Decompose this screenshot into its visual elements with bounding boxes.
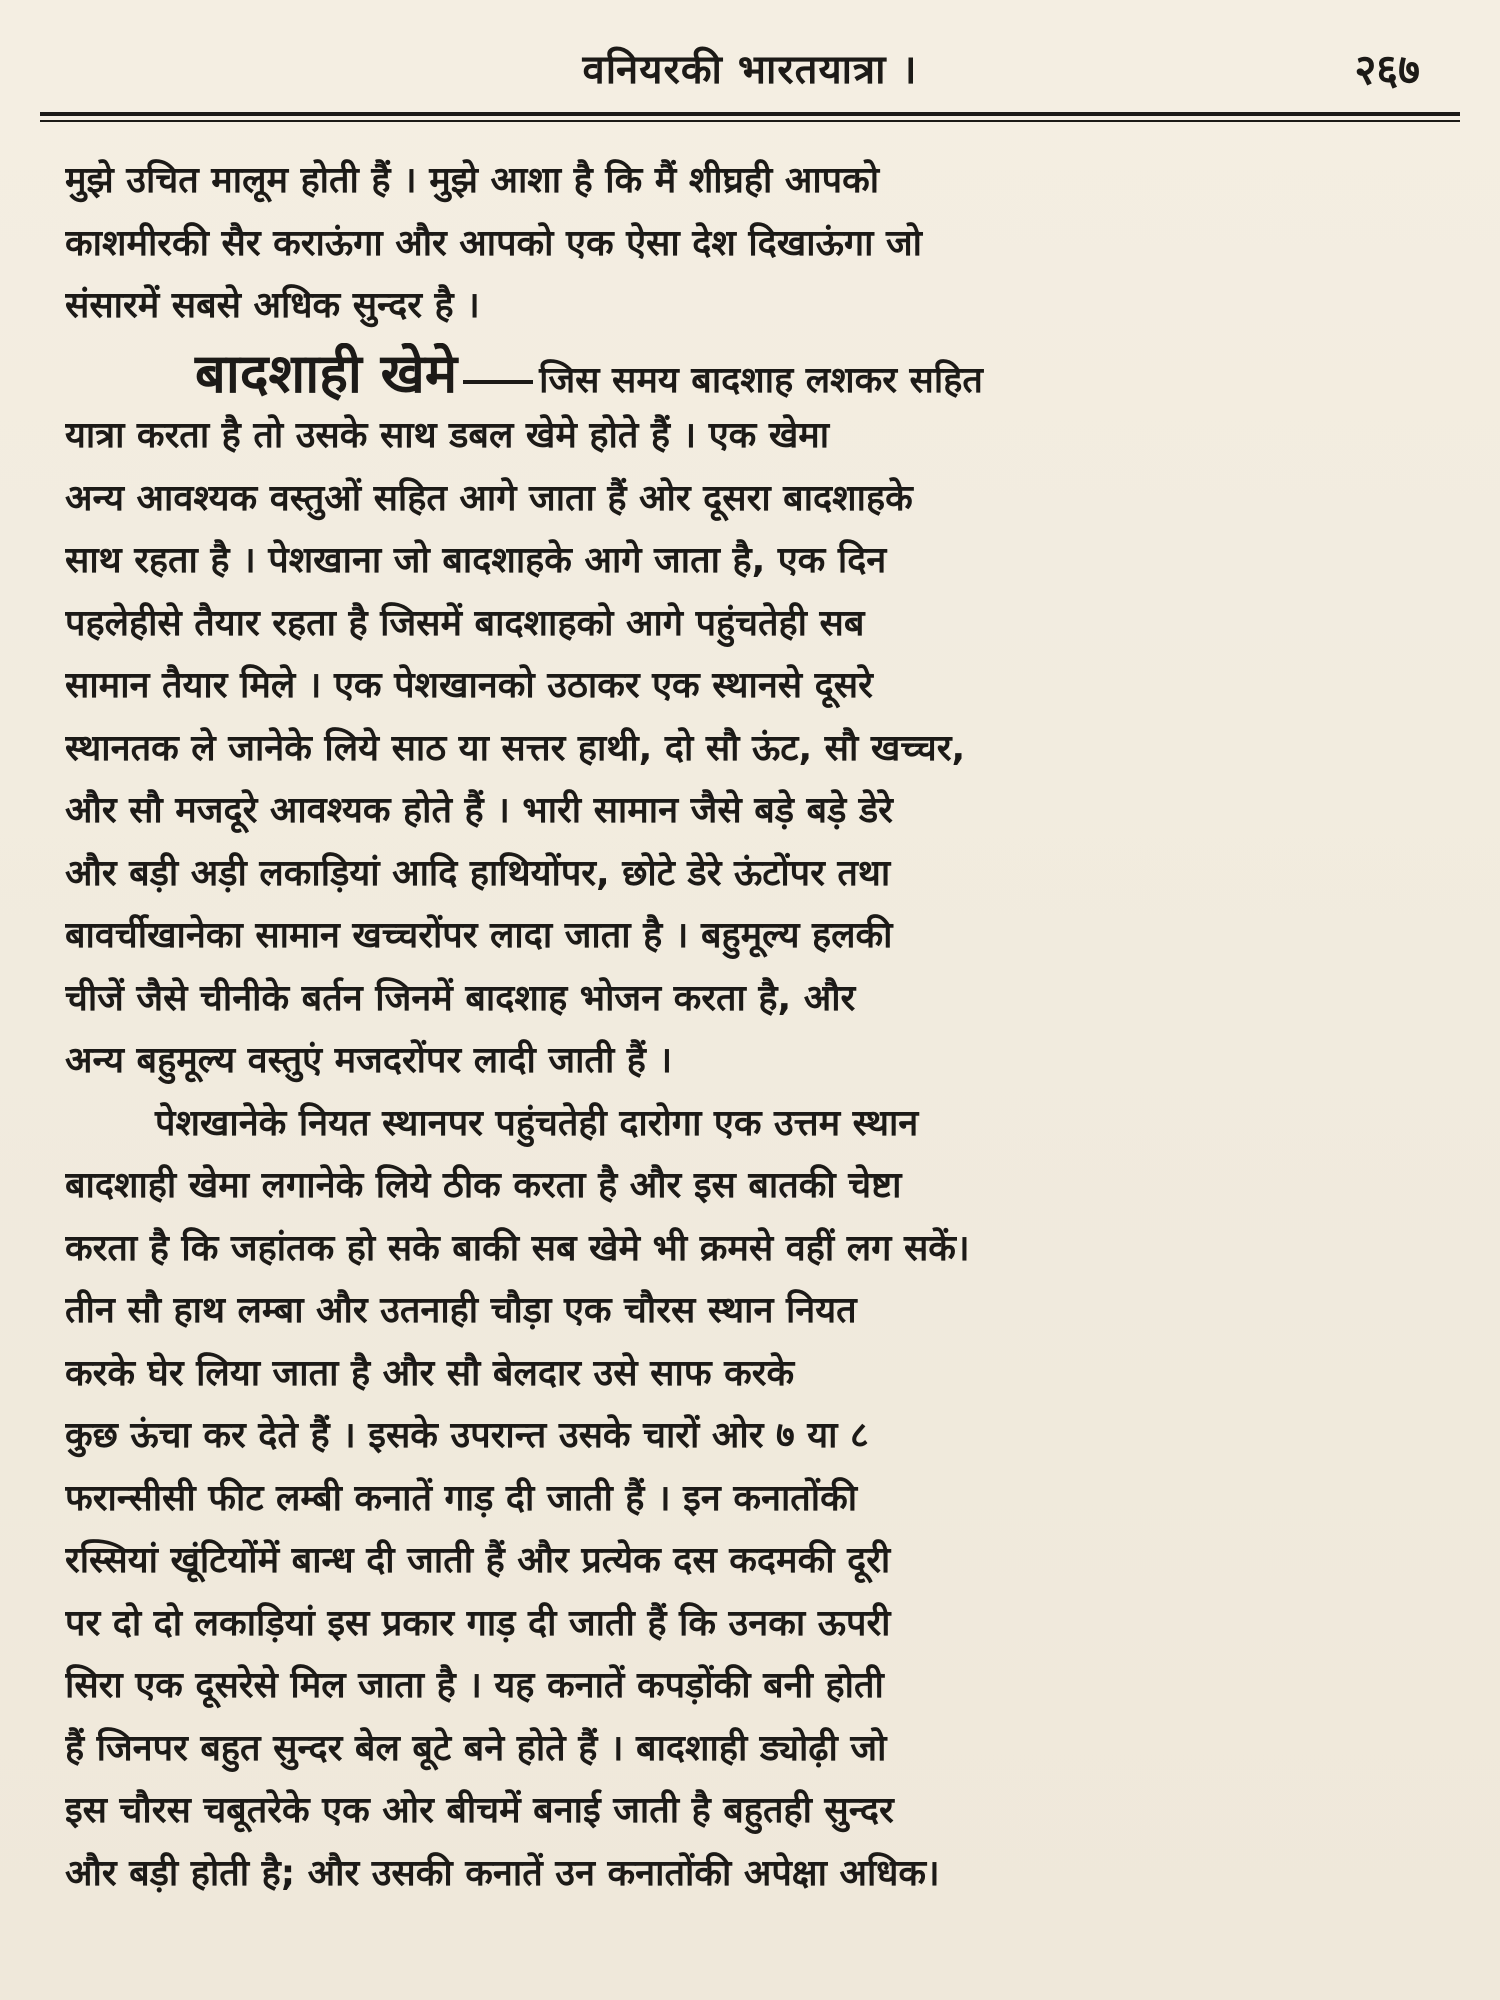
running-title: वनियरकी भारतयात्रा । (582, 47, 918, 93)
text-line: रस्सियां खूंटियोंमें बान्ध दी जाती हैं और प्रत्येक दस कदमकी दूरी (65, 1540, 891, 1581)
text-line: सामान तैयार मिले । एक पेशखानको उठाकर एक स्थानसे दूसरे (65, 665, 873, 706)
heading-dash (463, 380, 533, 384)
text-line: अन्य बहुमूल्य वस्तुएं मजदरोंपर लादी जाती हैं । (65, 1040, 673, 1081)
text-line: साथ रहता है । पेशखाना जो बादशाहके आगे जाता है, एक दिन (65, 540, 887, 581)
heading-line (65, 343, 1455, 406)
text-line: संसारमें सबसे अधिक सुन्दर है । (65, 285, 480, 326)
text-line: चीजें जैसे चीनीके बर्तन जिनमें बादशाह भोजन करता है, और (65, 977, 856, 1019)
paragraph-2 (65, 343, 1455, 1093)
header-rule (40, 112, 1460, 122)
body-text (65, 150, 1455, 1905)
text-line: सिरा एक दूसरेसे मिल जाता है । यह कनातें कपड़ोंकी बनी होती (65, 1665, 884, 1706)
text-line: काशमीरकी सैर कराऊंगा और आपको एक ऐसा देश दिखाऊंगा जो (65, 222, 922, 264)
text-line: यात्रा करता है तो उसके साथ डबल खेमे होते हैं । एक खेमा (65, 415, 830, 456)
text-line: स्थानतक ले जानेके लिये साठ या सत्तर हाथी, दो सौ ऊंट, सौ खच्चर, (65, 727, 966, 769)
text-line: करके घेर लिया जाता है और सौ बेलदार उसे साफ करके (65, 1352, 795, 1394)
paragraph-3 (65, 1093, 1455, 1906)
header-rule-thin (40, 120, 1460, 122)
text-line: कुछ ऊंचा कर देते हैं । इसके उपरान्त उसके चारों ओर ७ या ८ (65, 1415, 869, 1456)
section-heading: बादशाही खेमे (195, 342, 458, 405)
text-line: और सौ मजदूरे आवश्यक होते हैं । भारी सामान जैसे बड़े बड़े डेरे (65, 790, 893, 831)
text-line: मुझे उचित मालूम होती हैं । मुझे आशा है कि मैं शीघ्रही आपको (65, 160, 880, 201)
text-line: बावर्चीखानेका सामान खच्चरोंपर लादा जाता है । बहुमूल्य हलकी (65, 915, 893, 956)
text-line: पहलेहीसे तैयार रहता है जिसमें बादशाहको आगे पहुंचतेही सब (65, 602, 865, 644)
header-rule-thick (40, 112, 1460, 116)
text-line: तीन सौ हाथ लम्बा और उतनाही चौड़ा एक चौरस स्थान नियत (65, 1290, 857, 1331)
text-line: करता है कि जहांतक हो सके बाकी सब खेमे भी क्रमसे वहीं लग सकें। (65, 1227, 970, 1269)
text-line: इस चौरस चबूतरेके एक ओर बीचमें बनाई जाती है बहुतही सुन्दर (65, 1790, 894, 1831)
paragraph-1 (65, 150, 1455, 338)
text-line: बादशाही खेमा लगानेके लिये ठीक करता है और इस बातकी चेष्टा (65, 1165, 902, 1206)
text-line: पेशखानेके नियत स्थानपर पहुंचतेही दारोगा एक उत्तम स्थान (155, 1102, 919, 1144)
text-line: हैं जिनपर बहुत सुन्दर बेल बूटे बने होते हैं । बादशाही ड्योढ़ी जो (65, 1727, 887, 1769)
text-line: पर दो दो लकाड़ियां इस प्रकार गाड़ दी जाती हैं कि उनका ऊपरी (65, 1602, 891, 1644)
page-number: २६७ (1354, 45, 1420, 94)
heading-run-in-text: जिस समय बादशाह लशकर सहित (539, 359, 983, 401)
text-line: फरान्सीसी फीट लम्बी कनातें गाड़ दी जाती हैं । इन कनातोंकी (65, 1477, 858, 1519)
text-line: अन्य आवश्यक वस्तुओं सहित आगे जाता हैं ओर दूसरा बादशाहके (65, 477, 913, 519)
page-header (40, 30, 1460, 110)
text-line: और बड़ी अड़ी लकाड़ियां आदि हाथियोंपर, छोटे डेरे ऊंटोंपर तथा (65, 852, 891, 894)
text-line: और बड़ी होती है; और उसकी कनातें उन कनातोंकी अपेक्षा अधिक। (65, 1852, 940, 1894)
